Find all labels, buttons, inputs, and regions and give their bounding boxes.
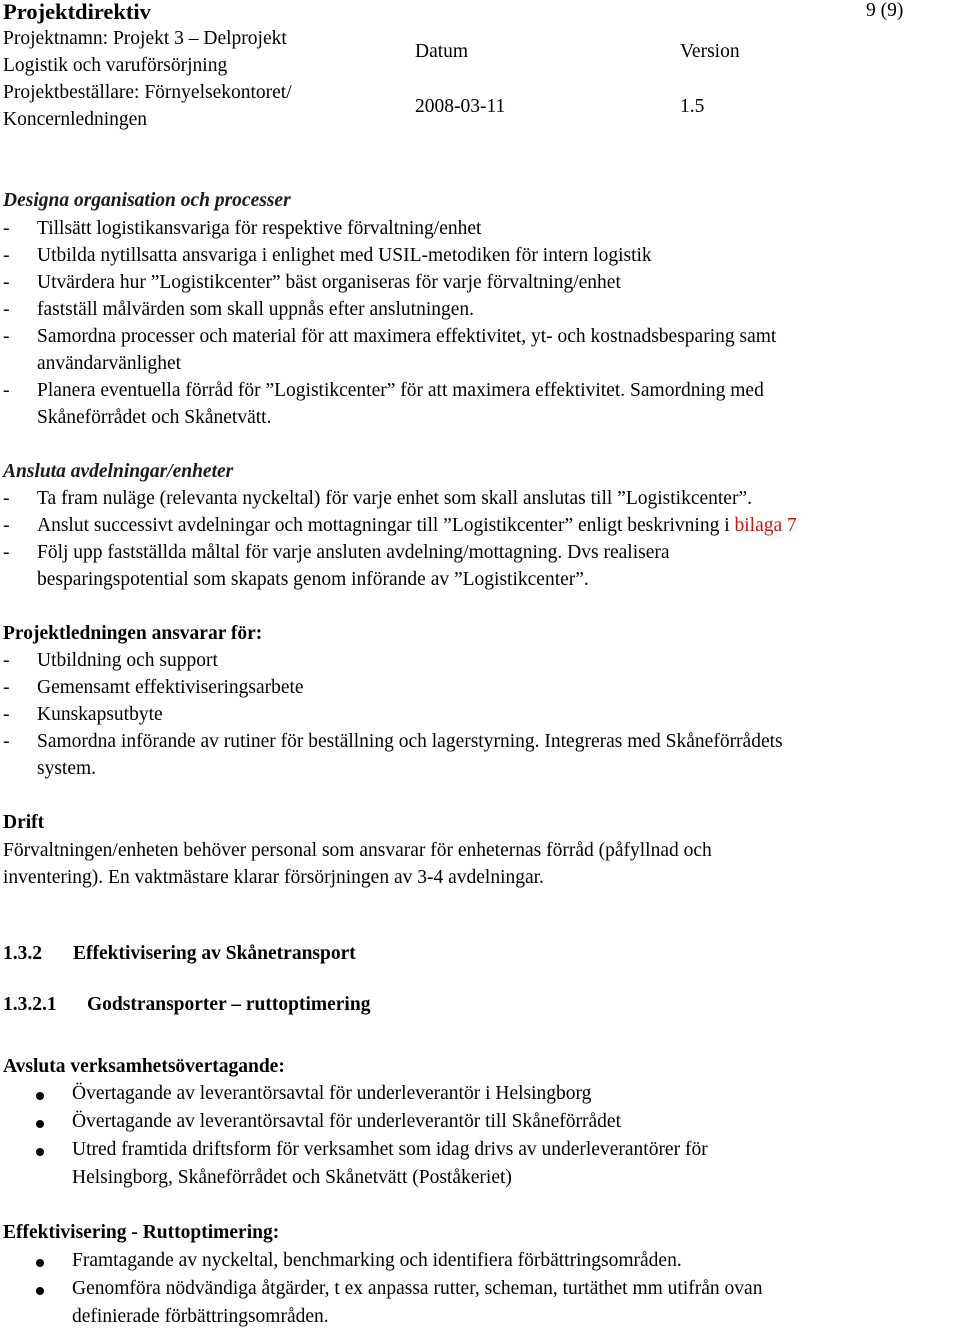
- bullet-icon: [36, 1092, 44, 1100]
- list-marker: -: [3, 731, 10, 752]
- bullet-icon: [36, 1120, 44, 1128]
- list-item: Utbilda nytillsatta ansvariga i enlighet med USIL-metodiken för intern logistik: [37, 245, 652, 266]
- client-line-1: Projektbeställare: Förnyelsekontoret/: [3, 82, 292, 103]
- list-item: Följ upp fastställda måltal för varje ansluten avdelning/mottagning. Dvs realisera: [37, 542, 670, 563]
- list-item: fastställ målvärden som skall uppnås efter anslutningen.: [37, 299, 475, 320]
- section-title-1-3-2-1: Godstransporter – ruttoptimering: [87, 994, 371, 1015]
- page-number: 9 (9): [866, 0, 904, 21]
- list-item: Utvärdera hur ”Logistikcenter” bäst organiseras för varje förvaltning/enhet: [37, 272, 621, 293]
- list-item: Övertagande av leverantörsavtal för underleverantör i Helsingborg: [72, 1083, 592, 1104]
- list-marker: -: [3, 272, 10, 293]
- list-marker: -: [3, 488, 10, 509]
- bullet-icon: [36, 1287, 44, 1295]
- version-label: Version: [680, 41, 740, 62]
- section-heading-drift: Drift: [3, 812, 45, 833]
- section-title-1-3-2: Effektivisering av Skånetransport: [73, 943, 356, 964]
- list-item-continuation: Skåneförrådet och Skånetvätt.: [37, 407, 272, 428]
- list-item-continuation: Helsingborg, Skåneförrådet och Skånetvätt (Poståkeriet): [72, 1167, 512, 1188]
- list-marker: -: [3, 704, 10, 725]
- bullet-icon: [36, 1148, 44, 1156]
- list-marker: -: [3, 245, 10, 266]
- list-item: Tillsätt logistikansvariga för respektive förvaltning/enhet: [37, 218, 482, 239]
- list-marker: -: [3, 650, 10, 671]
- list-item-continuation: besparingspotential som skapats genom införande av ”Logistikcenter”.: [37, 569, 589, 590]
- drift-paragraph-line-2: inventering). En vaktmästare klarar försörjningen av 3-4 avdelningar.: [3, 867, 544, 888]
- list-item: Kunskapsutbyte: [37, 704, 163, 725]
- list-marker: -: [3, 380, 10, 401]
- list-item: [37, 515, 797, 537]
- list-marker: -: [3, 299, 10, 320]
- list-item: Samordna processer och material för att maximera effektivitet, yt- och kostnadsbesparing samt: [37, 326, 777, 347]
- project-name-line-1: Projektnamn: Projekt 3 – Delprojekt: [3, 28, 287, 49]
- section-heading-avsluta: Avsluta verksamhetsövertagande:: [3, 1056, 285, 1077]
- bilaga-7-link[interactable]: bilaga 7: [734, 515, 797, 536]
- list-item: Gemensamt effektiviseringsarbete: [37, 677, 304, 698]
- list-item-continuation: användarvänlighet: [37, 353, 182, 374]
- list-marker: -: [3, 677, 10, 698]
- section-number-1-3-2: 1.3.2: [3, 943, 42, 964]
- section-heading-design: Designa organisation och processer: [3, 190, 291, 211]
- list-marker: -: [3, 515, 10, 536]
- drift-paragraph-line-1: Förvaltningen/enheten behöver personal som ansvarar för enheternas förråd (påfyllnad och: [3, 840, 712, 861]
- list-item-continuation: system.: [37, 758, 97, 779]
- section-heading-effektivisering: Effektivisering - Ruttoptimering:: [3, 1222, 280, 1243]
- list-item: Ta fram nuläge (relevanta nyckeltal) för varje enhet som skall anslutas till ”Logistikcenter”.: [37, 488, 752, 509]
- client-line-2: Koncernledningen: [3, 109, 148, 130]
- bullet-icon: [36, 1259, 44, 1267]
- list-item: Samordna införande av rutiner för beställning och lagerstyrning. Integreras med Skåneförrådets: [37, 731, 783, 752]
- list-item: Övertagande av leverantörsavtal för underleverantör till Skåneförrådet: [72, 1111, 621, 1132]
- list-item: Framtagande av nyckeltal, benchmarking och identifiera förbättringsområden.: [72, 1250, 682, 1271]
- section-heading-connect: Ansluta avdelningar/enheter: [3, 461, 234, 482]
- list-item-continuation: definierade förbättringsområden.: [72, 1306, 329, 1327]
- list-item: Genomföra nödvändiga åtgärder, t ex anpassa rutter, scheman, turtäthet mm utifrån ovan: [72, 1278, 763, 1299]
- date-label: Datum: [415, 41, 469, 62]
- list-marker: -: [3, 218, 10, 239]
- list-item: Utred framtida driftsform för verksamhet som idag drivs av underleverantörer för: [72, 1139, 708, 1160]
- date-value: 2008-03-11: [415, 96, 506, 117]
- list-item: Utbildning och support: [37, 650, 218, 671]
- list-marker: -: [3, 326, 10, 347]
- document-title: Projektdirektiv: [3, 0, 151, 24]
- list-item-text: Anslut successivt avdelningar och mottagningar till ”Logistikcenter” enligt beskrivning i: [37, 515, 730, 536]
- project-name-line-2: Logistik och varuförsörjning: [3, 55, 228, 76]
- version-value: 1.5: [680, 96, 705, 117]
- list-item: Planera eventuella förråd för ”Logistikcenter” för att maximera effektivitet. Samordning med: [37, 380, 764, 401]
- list-marker: -: [3, 542, 10, 563]
- section-heading-lead: Projektledningen ansvarar för:: [3, 623, 263, 644]
- section-number-1-3-2-1: 1.3.2.1: [3, 994, 57, 1015]
